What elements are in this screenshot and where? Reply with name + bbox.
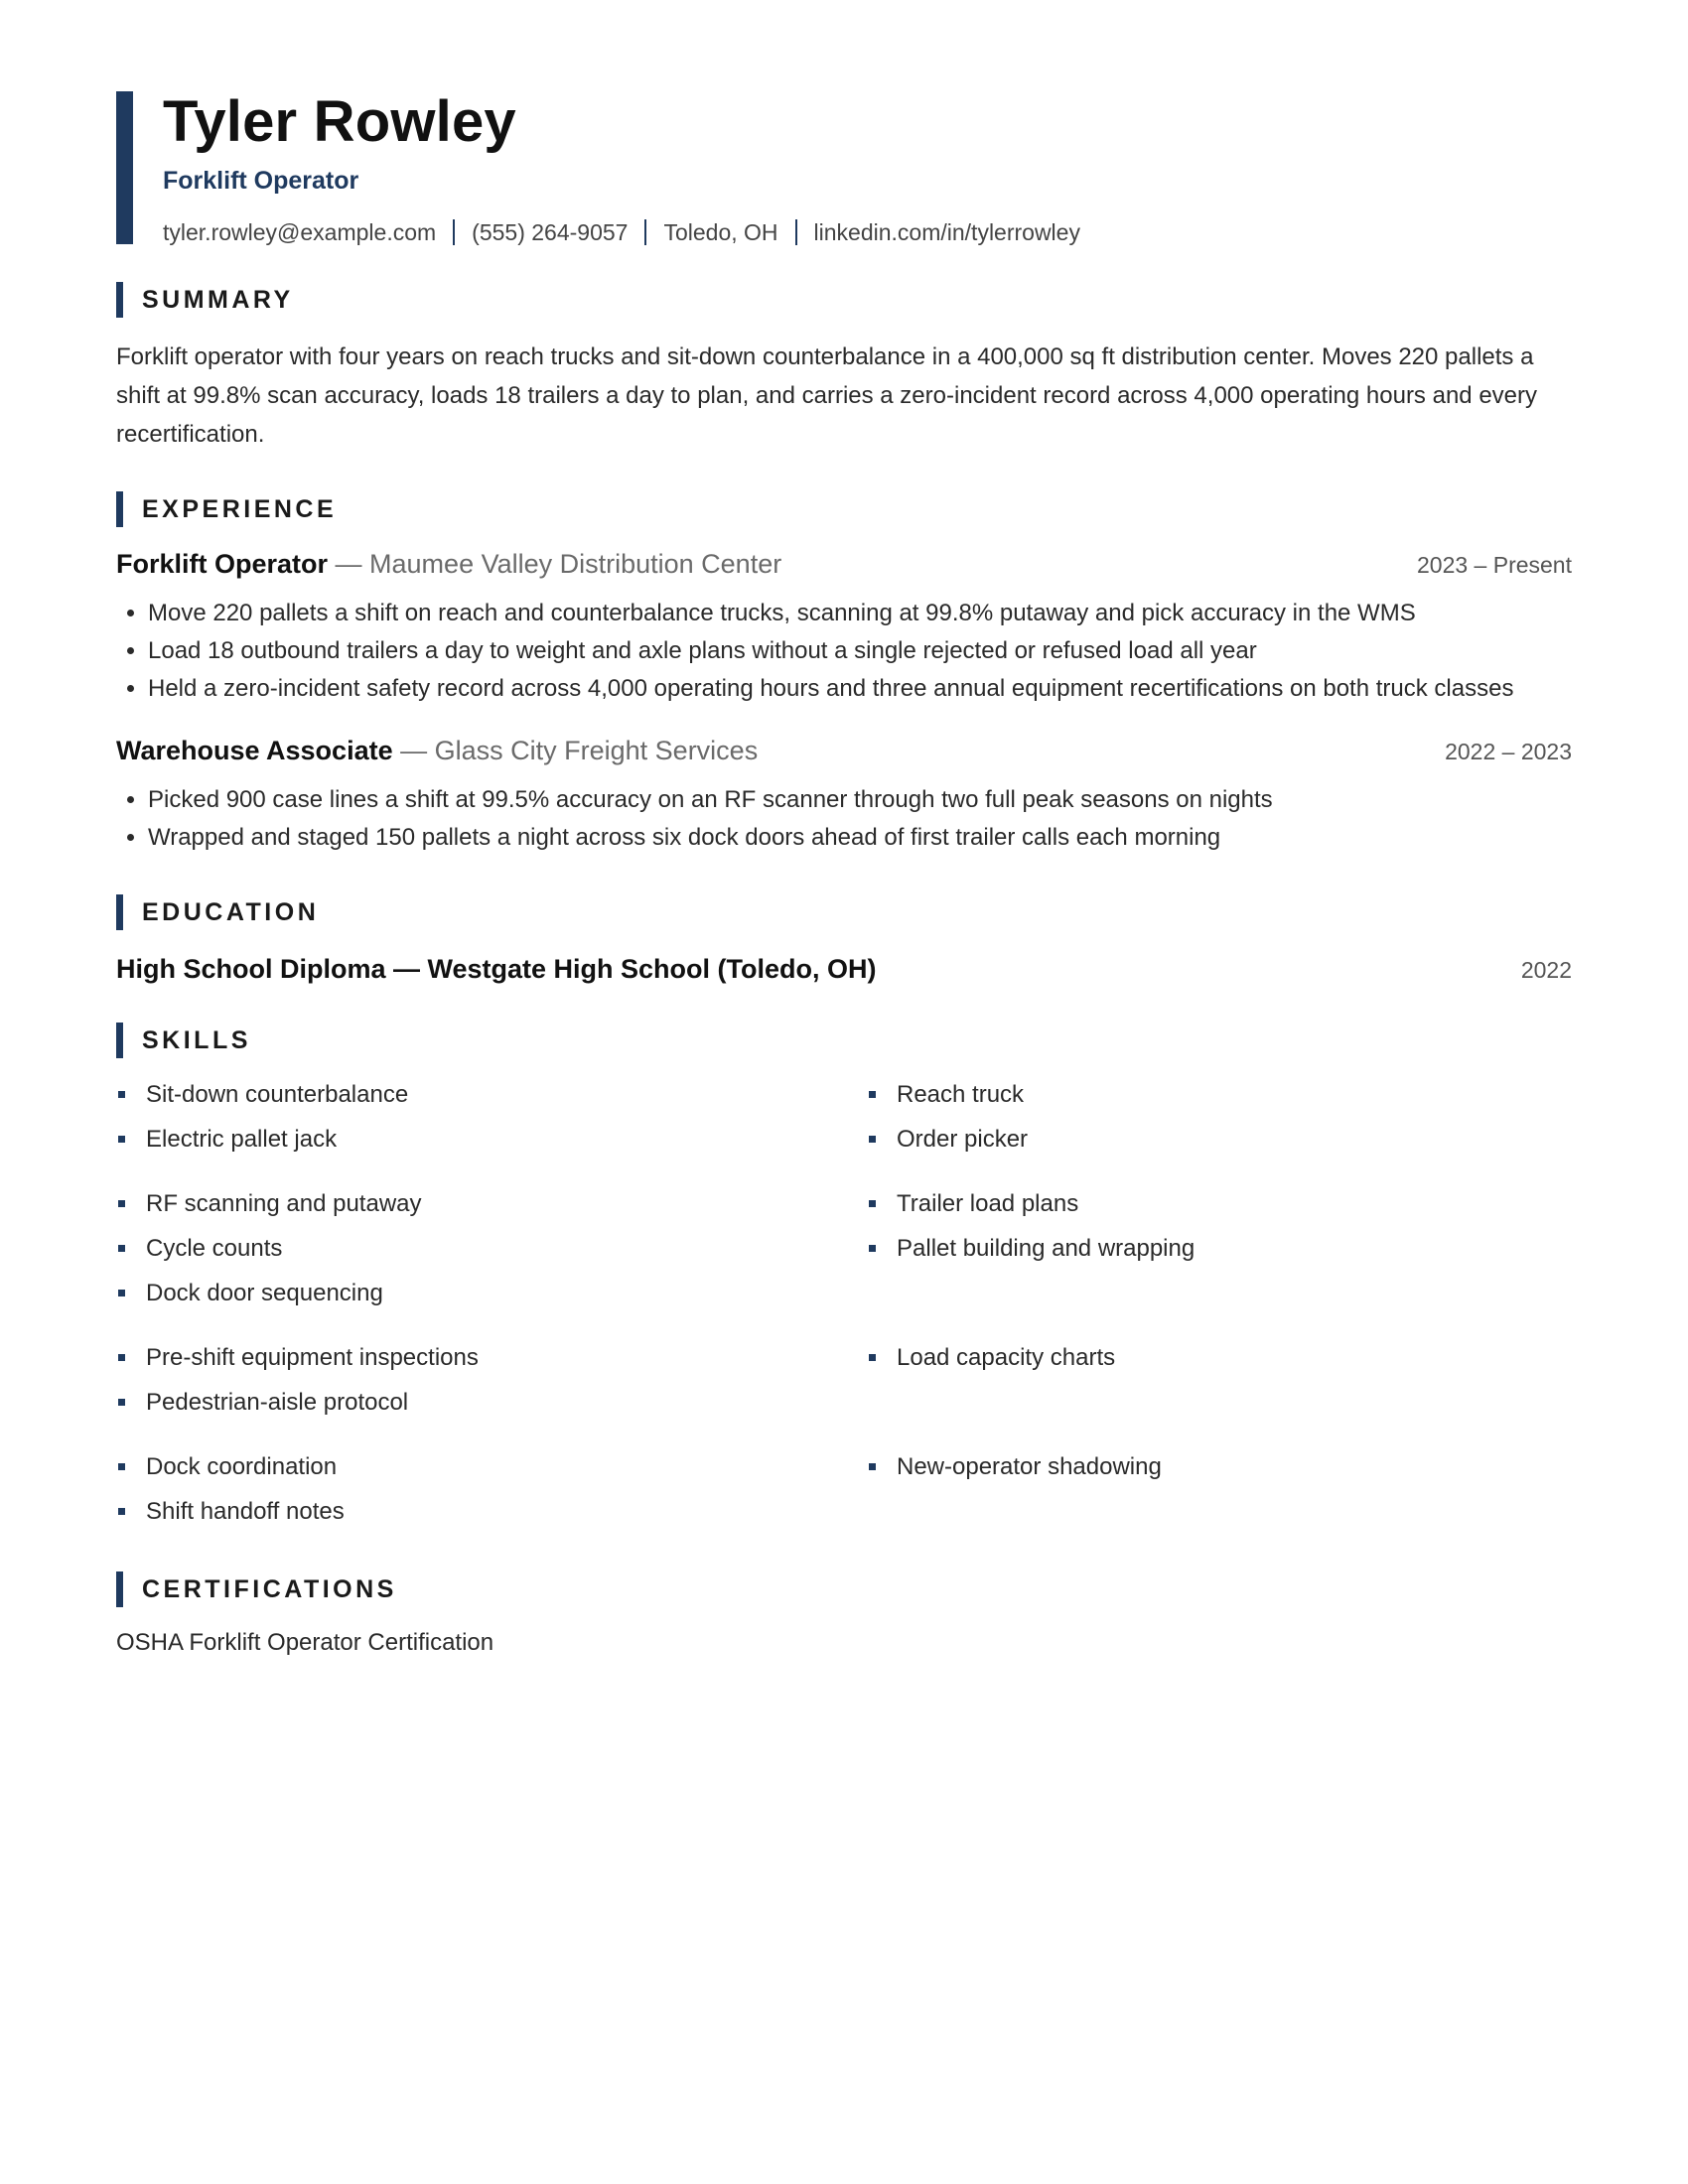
skill-item xyxy=(867,1072,1618,1117)
skill-label: Order picker xyxy=(897,1125,1029,1153)
section-accent-tick xyxy=(116,1571,123,1607)
skill-label: Shift handoff notes xyxy=(146,1497,345,1525)
skill-item xyxy=(116,1181,867,1226)
job-heading xyxy=(116,549,781,580)
job-heading xyxy=(116,736,758,766)
square-bullet-icon xyxy=(118,1463,125,1470)
skill-column-left xyxy=(116,1072,867,1161)
job-dates: 2022 – 2023 xyxy=(1445,739,1572,764)
square-bullet-icon xyxy=(118,1354,125,1361)
job-bullet: • Held a zero-incident safety record across 4,000 operating hours and three annual equipment recertifications on both truck classes xyxy=(148,670,1572,708)
section-heading xyxy=(116,282,1572,318)
skill-label: Pre-shift equipment inspections xyxy=(146,1343,479,1371)
skill-column-right xyxy=(867,1072,1618,1161)
resume-header xyxy=(116,91,1572,244)
square-bullet-icon xyxy=(869,1245,876,1252)
skill-label: New-operator shadowing xyxy=(897,1452,1162,1480)
education-degree: High School Diploma — Westgate High School (Toledo, OH) xyxy=(116,954,877,984)
skill-label: Electric pallet jack xyxy=(146,1125,338,1153)
job-title: Forklift Operator xyxy=(116,549,329,579)
skills-section xyxy=(116,1023,1572,1534)
skill-item xyxy=(116,1380,867,1425)
job-bullets xyxy=(116,781,1572,857)
skill-column-left xyxy=(116,1444,867,1534)
skill-column-left xyxy=(116,1335,867,1425)
square-bullet-icon xyxy=(869,1354,876,1361)
skill-label: Cycle counts xyxy=(146,1234,283,1262)
certifications-title: CERTIFICATIONS xyxy=(142,1574,397,1603)
skill-column-right xyxy=(867,1444,1618,1534)
summary-section xyxy=(116,282,1572,454)
skill-item xyxy=(116,1444,867,1489)
job-bullets xyxy=(116,595,1572,708)
skill-label: RF scanning and putaway xyxy=(146,1189,422,1217)
section-accent-tick xyxy=(116,282,123,318)
skill-group xyxy=(116,1335,1572,1425)
skill-label: Dock door sequencing xyxy=(146,1279,383,1306)
square-bullet-icon xyxy=(118,1200,125,1207)
contact-email: tyler.rowley@example.com xyxy=(163,218,437,245)
summary-title: SUMMARY xyxy=(142,285,294,314)
skill-label: Pallet building and wrapping xyxy=(897,1234,1196,1262)
job-entry xyxy=(116,549,1572,708)
contact-phone: (555) 264-9057 xyxy=(472,218,629,245)
skill-group xyxy=(116,1072,1572,1161)
summary-text: Forklift operator with four years on reach trucks and sit-down counterbalance in a 400,000 sq ft distribution center. Moves 220 pallets a shift at 99.8% scan accuracy, loads 18 trailers a day to plan, and carries a zero-incident record across 4,000 operating hours and every recertification. xyxy=(116,343,1537,448)
square-bullet-icon xyxy=(118,1245,125,1252)
skill-label: Dock coordination xyxy=(146,1452,338,1480)
candidate-name: Tyler Rowley xyxy=(163,89,516,154)
skill-label: Load capacity charts xyxy=(897,1343,1116,1371)
skill-column-left xyxy=(116,1181,867,1315)
section-heading xyxy=(116,894,1572,930)
skill-item xyxy=(867,1444,1618,1489)
contact-line xyxy=(163,219,1572,245)
job-header xyxy=(116,736,1572,769)
skill-label: Sit-down counterbalance xyxy=(146,1080,409,1108)
skill-item xyxy=(867,1226,1618,1271)
section-accent-tick xyxy=(116,1023,123,1058)
skills-list xyxy=(116,1072,1572,1534)
skill-item xyxy=(116,1271,867,1315)
skill-item xyxy=(867,1335,1618,1380)
skill-item xyxy=(116,1072,867,1117)
skill-item xyxy=(116,1226,867,1271)
contact-separator xyxy=(795,219,797,245)
section-heading xyxy=(116,1023,1572,1058)
square-bullet-icon xyxy=(869,1200,876,1207)
skill-item xyxy=(116,1489,867,1534)
job-company: — Maumee Valley Distribution Center xyxy=(328,549,782,579)
skill-column-right xyxy=(867,1181,1618,1315)
education-year: 2022 xyxy=(1520,957,1572,983)
square-bullet-icon xyxy=(118,1136,125,1143)
square-bullet-icon xyxy=(118,1091,125,1098)
square-bullet-icon xyxy=(118,1508,125,1515)
skill-label: Pedestrian-aisle protocol xyxy=(146,1388,409,1416)
certifications-section xyxy=(116,1571,1572,1657)
square-bullet-icon xyxy=(869,1463,876,1470)
header-accent-bar xyxy=(116,91,133,244)
skill-group xyxy=(116,1444,1572,1534)
job-company: — Glass City Freight Services xyxy=(392,736,759,765)
section-accent-tick xyxy=(116,894,123,930)
job-dates: 2023 – Present xyxy=(1416,552,1572,578)
candidate-role: Forklift Operator xyxy=(163,167,359,195)
section-heading xyxy=(116,1571,1572,1607)
skills-title: SKILLS xyxy=(142,1025,251,1054)
job-bullet: • Load 18 outbound trailers a day to weight and axle plans without a single rejected or refused load all year xyxy=(148,632,1572,670)
experience-section xyxy=(116,491,1572,857)
job-title: Warehouse Associate xyxy=(116,736,393,765)
job-entry xyxy=(116,736,1572,857)
job-bullet: • Wrapped and staged 150 pallets a night across six dock doors ahead of first trailer calls each morning xyxy=(148,819,1572,857)
skill-item xyxy=(867,1117,1618,1161)
skill-item xyxy=(867,1181,1618,1226)
skill-item xyxy=(116,1117,867,1161)
skill-label: Reach truck xyxy=(897,1080,1025,1108)
education-entry xyxy=(116,954,1572,985)
job-bullet: • Move 220 pallets a shift on reach and counterbalance trucks, scanning at 99.8% putaway and pick accuracy in the WMS xyxy=(148,595,1572,632)
square-bullet-icon xyxy=(869,1136,876,1143)
education-section xyxy=(116,894,1572,985)
skill-label: Trailer load plans xyxy=(897,1189,1079,1217)
job-header xyxy=(116,549,1572,583)
contact-location: Toledo, OH xyxy=(663,218,778,245)
section-accent-tick xyxy=(116,491,123,527)
experience-title: EXPERIENCE xyxy=(142,494,338,523)
contact-separator xyxy=(644,219,646,245)
skill-column-right xyxy=(867,1335,1618,1425)
education-title: EDUCATION xyxy=(142,897,320,926)
job-bullet: • Picked 900 case lines a shift at 99.5% accuracy on an RF scanner through two full peak seasons on nights xyxy=(148,781,1572,819)
square-bullet-icon xyxy=(118,1399,125,1406)
skill-item xyxy=(116,1335,867,1380)
contact-linkedin: linkedin.com/in/tylerrowley xyxy=(813,218,1080,245)
square-bullet-icon xyxy=(118,1290,125,1297)
certification-item: OSHA Forklift Operator Certification xyxy=(116,1629,494,1656)
square-bullet-icon xyxy=(869,1091,876,1098)
section-heading xyxy=(116,491,1572,527)
contact-separator xyxy=(453,219,455,245)
skill-group xyxy=(116,1181,1572,1315)
